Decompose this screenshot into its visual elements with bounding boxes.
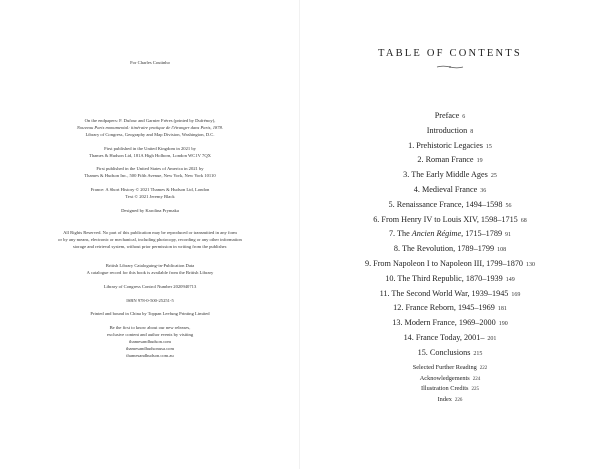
ornament-divider-icon [436, 64, 464, 70]
toc-entry-title: 12. France Reborn, 1945–1969 [393, 303, 495, 313]
dedication: For Charles Coutinho [130, 60, 170, 65]
toc-entry-title: 1. Prehistoric Legacies [408, 140, 483, 150]
toc-entry[interactable] [300, 287, 600, 302]
promo-line: exclusive content and author events by visiting [106, 331, 194, 337]
contents-page [300, 0, 600, 469]
toc-entry[interactable] [300, 301, 600, 316]
toc-entry-title: 13. Modern France, 1969–2000 [392, 318, 496, 328]
promo-text [30, 325, 270, 339]
credit-line: Designed by Karolina Prymaka [121, 207, 179, 213]
toc-entry-title: Introduction [426, 125, 468, 135]
toc-page-number: 215 [473, 350, 483, 357]
rights-line: storage and retrieval system, without prior permission in writing from the publisher. [72, 243, 228, 249]
back-matter-page-number: 225 [471, 387, 479, 393]
toc-page-number: 6 [462, 114, 466, 120]
credit-line: France: A Short History © 2021 Thames & Hudson Ltd, London [90, 187, 210, 193]
back-matter-title: Selected Further Reading [412, 364, 477, 371]
toc-entry-title: 10. The Third Republic, 1870–1939 [385, 273, 503, 283]
toc-entry-italic: Ancien Régime [411, 229, 462, 239]
toc-entry[interactable] [300, 316, 600, 331]
toc-entries [300, 109, 600, 361]
back-matter-entry[interactable] [300, 363, 600, 374]
toc-entry[interactable] [300, 213, 600, 228]
credit-line: First published in the United Kingdom in 2021 by [104, 145, 196, 151]
catalogue-line: ISBN 978-0-500-25251-5 [126, 297, 174, 303]
toc-page-number: 25 [490, 173, 497, 180]
toc-entry-title: Preface [434, 111, 460, 120]
toc-page-number: 8 [470, 128, 474, 135]
toc-page-number: 91 [505, 232, 512, 239]
website-line: thamesandhudsonusa.com [125, 345, 175, 351]
catalogue-line: British Library Cataloguing-in-Publication Data [105, 263, 195, 268]
toc-entry[interactable] [300, 257, 600, 272]
toc-entry[interactable] [300, 183, 600, 198]
catalogue-line: Printed and bound in China by Toppan Leefung Printing Limited [90, 311, 210, 317]
toc-entry-title: 3. The Early Middle Ages [403, 170, 488, 180]
toc-entry-title: 2. Roman France [417, 155, 474, 165]
credit-line: First published in the United States of America in 2021 by [96, 166, 204, 172]
credit-line: Thames & Hudson Inc., 500 Fifth Avenue, New York, New York 10110 [84, 173, 216, 179]
toc-title: TABLE OF CONTENTS [378, 48, 522, 59]
credit-line [30, 159, 270, 166]
catalogue-line [30, 304, 270, 311]
catalogue-line: Library of Congress Control Number 2020940713 [103, 283, 197, 289]
toc-entry[interactable] [300, 109, 600, 124]
back-matter-page-number: 226 [454, 398, 463, 404]
toc-entry[interactable] [300, 139, 600, 154]
back-matter [300, 363, 600, 406]
toc-page-number: 15 [485, 143, 492, 150]
credit-line: Library of Congress, Geography and Map Division, Washington, D.C. [85, 131, 215, 137]
credit-line: On the endpapers: F. Dufour and Garnier Frères (printed by Dufrénoy), [84, 118, 216, 123]
credit-line [30, 139, 270, 146]
toc-entry-title: 11. The Second World War, 1939–1945 [379, 288, 509, 298]
back-matter-entry[interactable] [300, 374, 600, 385]
toc-page-number: 190 [498, 321, 508, 328]
rights-notice [30, 230, 270, 251]
toc-entry[interactable] [300, 198, 600, 213]
catalogue-line [30, 277, 270, 284]
credit-line: Nouveau Paris monumental: itinéraire pratique de l'étranger dans Paris, 1878. [76, 124, 224, 130]
toc-entry-title: 9. From Napoleon I to Napoleon III, 1799–1870 [364, 258, 524, 268]
toc-page-number: 108 [497, 247, 507, 254]
toc-page-number: 169 [511, 291, 521, 298]
credit-line: Text © 2021 Jeremy Black [125, 193, 175, 199]
toc-entry-title: 8. The Revolution, 1789–1799 [393, 244, 495, 254]
toc-page-number: 56 [505, 202, 512, 209]
back-matter-title: Index [437, 396, 452, 404]
toc-page-number: 201 [487, 335, 497, 342]
back-matter-entry[interactable] [300, 384, 600, 395]
toc-entry[interactable] [300, 124, 600, 139]
catalogue-info [30, 263, 270, 318]
rights-line: or by any means, electronic or mechanical, including photocopy, recording or any other information [58, 236, 242, 242]
toc-entry-title: 5. Renaissance France, 1494–1598 [388, 199, 503, 209]
toc-page-number: 68 [520, 217, 527, 224]
toc-entry[interactable] [300, 346, 600, 361]
toc-entry-title: 6. From Henry IV to Louis XIV, 1598–1715 [373, 214, 518, 224]
credit-line: Thames & Hudson Ltd, 181A High Holborn, London WC1V 7QX [89, 152, 211, 158]
toc-entry[interactable] [300, 272, 600, 287]
toc-page-number: 149 [505, 276, 515, 283]
back-matter-title: Acknowledgements [419, 374, 470, 382]
toc-entry[interactable] [300, 153, 600, 168]
publisher-websites [30, 339, 270, 360]
catalogue-line: A catalogue record for this book is available from the British Library [86, 269, 214, 275]
back-matter-page-number: 224 [472, 376, 481, 382]
toc-page-number: 19 [476, 158, 483, 165]
toc-page-number: 130 [526, 261, 536, 268]
toc-entry[interactable] [300, 331, 600, 346]
website-line: thamesandhudson.com [129, 339, 171, 344]
rights-line: All Rights Reserved. No part of this publication may be reproduced or transmitted in any form [63, 230, 237, 235]
back-matter-page-number: 222 [479, 366, 488, 371]
toc-page-number: 36 [480, 187, 487, 194]
toc-page-number: 181 [497, 306, 507, 313]
website-line: thamesandhudson.com.au [126, 352, 174, 358]
publication-credits [30, 118, 270, 215]
toc-entry[interactable] [300, 168, 600, 183]
toc-entry[interactable] [300, 242, 600, 257]
toc-entry-title: 15. Conclusions [417, 347, 471, 357]
promo-line: Be the first to know about our new releases, [109, 325, 191, 330]
catalogue-line [30, 291, 270, 298]
back-matter-title: Illustration Credits [421, 385, 469, 393]
toc-entry[interactable] [300, 227, 600, 242]
credit-line [30, 201, 270, 208]
toc-entry-title: 4. Medieval France [413, 184, 478, 194]
back-matter-entry[interactable] [300, 395, 600, 406]
toc-entry-suffix: , 1715–1789 [461, 229, 503, 239]
credit-line [30, 180, 270, 187]
toc-entry-title: 14. France Today, 2001– [403, 332, 485, 342]
toc-entry-title: 7. The [388, 229, 412, 239]
